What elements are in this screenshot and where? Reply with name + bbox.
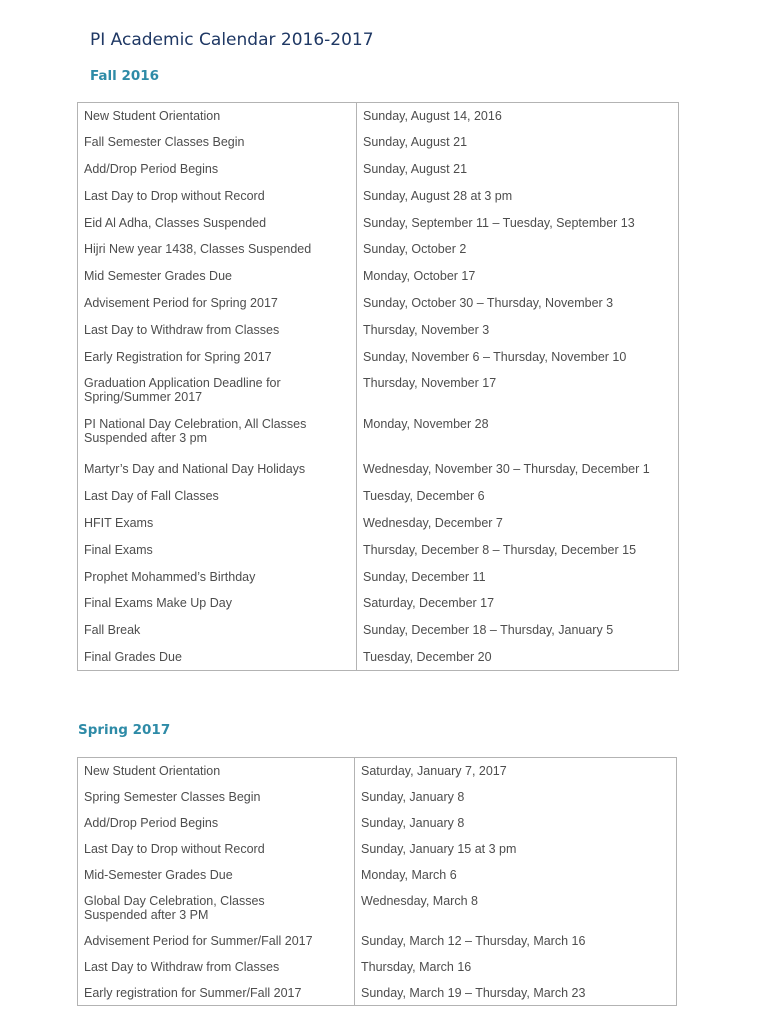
event-cell: Early Registration for Spring 2017 (78, 344, 357, 371)
date-cell: Saturday, January 7, 2017 (361, 764, 507, 778)
table-row (78, 263, 679, 290)
date-cell: Sunday, August 14, 2016 (363, 109, 502, 123)
date-cell: Saturday, December 17 (363, 596, 495, 611)
event-cell: Last Day to Withdraw from Classes (78, 954, 355, 980)
date-cell: Monday, October 17 (363, 269, 476, 284)
event-cell: Global Day Celebration, Classes Suspended after 3 PM (78, 888, 355, 928)
event-cell: Fall Semester Classes Begin (78, 129, 357, 156)
table-row (78, 370, 679, 411)
table-row (78, 617, 679, 644)
page-title: PI Academic Calendar 2016-2017 (90, 30, 374, 50)
event-cell: Prophet Mohammed’s Birthday (78, 564, 357, 591)
event-cell: Last Day of Fall Classes (78, 483, 357, 510)
date-cell: Sunday, September 11 – Tuesday, September 13 (363, 215, 635, 230)
date-cell: Sunday, March 12 – Thursday, March 16 (361, 933, 586, 948)
date-cell: Sunday, December 11 (363, 569, 486, 584)
event-cell: Martyr’s Day and National Day Holidays (78, 456, 357, 483)
event-cell: Last Day to Drop without Record (78, 836, 355, 862)
date-cell: Monday, November 28 (363, 417, 489, 432)
date-cell: Sunday, January 15 at 3 pm (361, 841, 517, 856)
event-cell: Advisement Period for Spring 2017 (78, 290, 357, 317)
event-cell: Last Day to Withdraw from Classes (78, 317, 357, 344)
table-row (78, 784, 677, 810)
event-cell: Last Day to Drop without Record (78, 183, 357, 210)
event-cell: Graduation Application Deadline for Spring/Summer 2017 (78, 370, 357, 411)
date-cell: Thursday, December 8 – Thursday, December 15 (363, 542, 637, 557)
date-cell: Sunday, October 30 – Thursday, November 3 (363, 296, 614, 311)
date-cell: Wednesday, December 7 (363, 516, 503, 531)
table-row (78, 862, 677, 888)
date-cell: Sunday, August 21 (363, 162, 468, 177)
fall-calendar-table (77, 102, 679, 671)
table-row (78, 483, 679, 510)
event-cell: Fall Break (78, 617, 357, 644)
event-cell: Add/Drop Period Begins (78, 156, 357, 183)
event-cell: Mid-Semester Grades Due (78, 862, 355, 888)
table-row (78, 156, 679, 183)
date-cell: Sunday, December 18 – Thursday, January 5 (363, 623, 614, 638)
event-cell: Final Exams (78, 537, 357, 564)
table-row (78, 810, 677, 836)
table-row (78, 129, 679, 156)
table-row (78, 888, 677, 928)
table-row (78, 317, 679, 344)
date-cell: Sunday, November 6 – Thursday, November 10 (363, 349, 627, 364)
event-cell: Add/Drop Period Begins (78, 810, 355, 836)
date-cell: Monday, March 6 (361, 867, 457, 882)
table-row (78, 928, 677, 954)
fall-section-heading: Fall 2016 (90, 68, 160, 84)
date-cell: Thursday, November 3 (363, 322, 490, 337)
table-row (78, 590, 679, 617)
table-row (78, 344, 679, 371)
date-cell: Sunday, August 21 (363, 135, 468, 150)
table-row (78, 210, 679, 237)
event-cell: Advisement Period for Summer/Fall 2017 (78, 928, 355, 954)
event-cell: PI National Day Celebration, All Classes Suspended after 3 pm (78, 411, 357, 456)
table-row (78, 456, 679, 483)
table-row (78, 510, 679, 537)
date-cell: Sunday, August 28 at 3 pm (363, 188, 513, 203)
date-cell: Sunday, October 2 (363, 242, 467, 257)
date-cell: Thursday, March 16 (361, 959, 472, 974)
table-row (78, 236, 679, 263)
table-row (78, 103, 679, 130)
table-row (78, 290, 679, 317)
event-cell: Hijri New year 1438, Classes Suspended (78, 236, 357, 263)
event-cell: New Student Orientation (78, 103, 357, 130)
event-cell: HFIT Exams (78, 510, 357, 537)
date-cell: Tuesday, December 6 (363, 489, 485, 504)
event-cell: New Student Orientation (78, 758, 355, 784)
table-row (78, 954, 677, 980)
table-row (78, 183, 679, 210)
table-row (78, 980, 677, 1006)
event-cell: Final Grades Due (78, 644, 357, 671)
table-row (78, 836, 677, 862)
event-cell: Final Exams Make Up Day (78, 590, 357, 617)
date-cell: Sunday, March 19 – Thursday, March 23 (361, 985, 586, 1000)
table-row (78, 758, 677, 784)
date-cell: Wednesday, November 30 – Thursday, December 1 (363, 462, 650, 477)
table-row (78, 537, 679, 564)
event-cell: Early registration for Summer/Fall 2017 (78, 980, 355, 1006)
date-cell: Sunday, January 8 (361, 815, 465, 830)
table-row (78, 564, 679, 591)
date-cell: Wednesday, March 8 (361, 893, 478, 908)
spring-section-heading: Spring 2017 (78, 722, 171, 738)
date-cell: Tuesday, December 20 (363, 650, 492, 665)
table-row (78, 411, 679, 456)
event-cell: Spring Semester Classes Begin (78, 784, 355, 810)
date-cell: Thursday, November 17 (363, 376, 497, 391)
event-cell: Eid Al Adha, Classes Suspended (78, 210, 357, 237)
spring-calendar-table (77, 757, 677, 1006)
table-row (78, 644, 679, 671)
event-cell: Mid Semester Grades Due (78, 263, 357, 290)
date-cell: Sunday, January 8 (361, 789, 465, 804)
